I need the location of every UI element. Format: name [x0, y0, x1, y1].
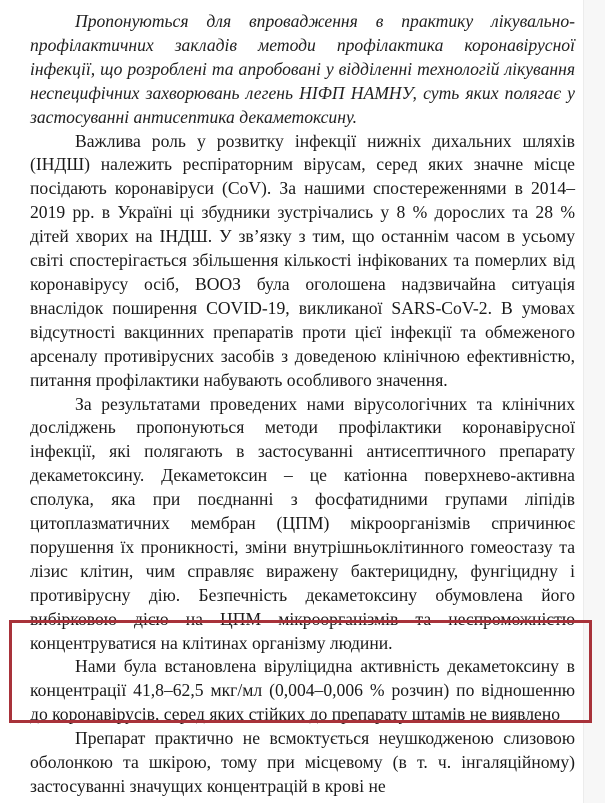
- paragraph-absorption: Препарат практично не всмоктується неушкодженою слизовою оболонкою та шкірою, тому при місцевому (в т. ч. інгаляційному) застосуванні значущих концентрацій в крові не: [30, 728, 575, 796]
- page-edge-shadow: [583, 0, 605, 803]
- paragraph-background: Важлива роль у розвитку інфекції нижніх дихальних шляхів (ІНДШ) належить респіраторним вірусам, серед яких значне місце посідають коронавіруси (CoV). За нашими спостереженнями в 2014–2019 рр. в Україні ці збудники зустрічались у 8 % дорослих та 28 % дітей хворих на ІНДШ. У зв’язку з тим, що останнім часом в усьому світі спостерігається збільшення кількості інфікованих та померлих від коронавірусу осіб, ВООЗ була оголошена надзвичайна ситуація внаслідок поширення COVID-19, викликаної SARS-CoV-2. В умовах відсутності вакцинних препаратів проти цієї інфекції та обмеженого арсеналу противірусних засобів з доведеною клінічною ефективністю, питання профілактики набувають особливого значення.: [30, 130, 575, 390]
- paragraph-intro: Пропонуються для впровадження в практику лікувально-профілактичних закладів методи профілактика коронавірусної інфекції, що розроблені та апробовані у відділенні технологій лікування неспецифічних захворювань легень НІФП НАМНУ, суть яких полягає у застосуванні антисептика декаметоксину.: [30, 11, 575, 127]
- paragraph-decamethoxin: За результатами проведених нами вірусологічних та клінічних досліджень пропонуються методи профілактики коронавірусної інфекції, які полягають в застосуванні антисептичного препарату декаметоксину. Декаметоксин – це катіонна поверхнево-активна сполука, яка при поєднанні з фосфатидними групами ліпідів цитоплазматичних мембран (ЦПМ) мікроорганізмів спричинює порушення їх проникності, зміни внутрішньоклітинного гомеостазу та лізис клітин, чим справляє виражену бактерицидну, фунгіцидну і противірусну дію. Безпечність декаметоксину обумовлена його вибірковою дією на ЦПМ мікроорганізмів та неспроможністю концентруватися на клітинах організму людини.: [30, 393, 575, 653]
- paragraph-virucidal-activity: Нами була встановлена віруліцидна активність декаметоксину в концентрації 41,8–62,5 мкг/мл (0,004–0,006 % розчин) по відношенню до коронавірусів, серед яких стійких до препарату штамів не виявлено: [30, 656, 575, 725]
- document-text: [30, 10, 575, 799]
